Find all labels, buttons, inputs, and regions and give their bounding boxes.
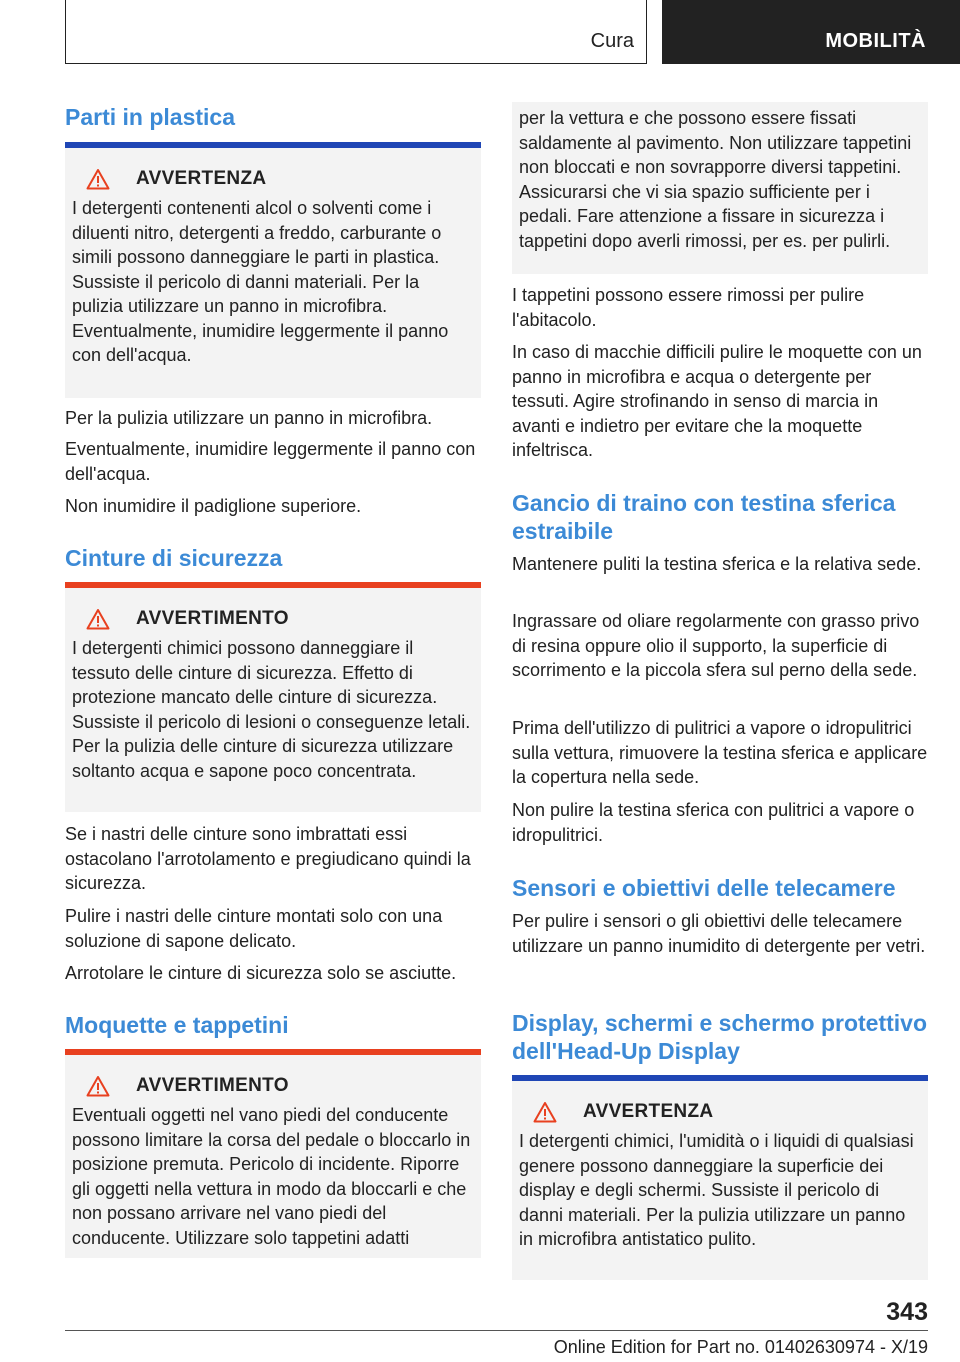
section-title-hitch: Gancio di traino con testina sferica estraibile: [512, 490, 896, 544]
paragraph: Eventualmente, inumidire leggermente il panno con dell'acqua.: [65, 439, 476, 484]
warning-text: Eventuali oggetti nel vano piedi del conducente possono limitare la corsa del pedale o bloccarlo in posizione premuta. Pericolo di incidente. Riporre gli oggetti nella vettura in modo da bloccarli e che non possano arrivare nel vano piedi del conducente. Utilizzare solo tappetini adatti: [72, 1105, 471, 1248]
header-chapter-tab: MOBILITÀ: [662, 0, 960, 64]
warning-text: I detergenti chimici possono danneggiare il tessuto delle cinture di sicurezza. Effetto di protezione mancato delle cinture di sicurezza. Sussiste il pericolo di lesioni o conseguenze letali. Per la pulizia delle cinture di sicurezza utilizzare soltanto acqua e sapone poco concentrata.: [72, 638, 471, 781]
paragraph: Ingrassare od oliare regolarmente con grasso privo di resina oppure olio il supporto, la superficie di scorrimento e la piccola sfera sul perno della sede.: [512, 611, 920, 680]
section-title-display: Display, schermi e schermo protettivo dell'Head-Up Display: [512, 1010, 927, 1064]
warning-text: I detergenti chimici, l'umidità o i liquidi di qualsiasi genere possono danneggiare la superficie dei display e degli schermi. Sussiste il pericolo di danni materiali. Per la pulizia utilizzare un panno in microfibra antistatico pulito.: [519, 1131, 914, 1249]
page-number: 343: [886, 1298, 928, 1326]
warning-triangle-icon: [86, 168, 110, 190]
warning-label: AVVERTENZA: [136, 168, 267, 189]
warning-triangle-icon: [533, 1101, 557, 1123]
warning-box-display: [512, 1081, 928, 1280]
section-title-carpets: Moquette e tappetini: [65, 1012, 289, 1038]
warning-triangle-icon: [86, 608, 110, 630]
warning-box-carpets-continued: [512, 102, 928, 274]
warning-box-plastic: [65, 148, 481, 398]
paragraph: Mantenere puliti la testina sferica e la relativa sede.: [512, 554, 922, 574]
warning-label: AVVERTIMENTO: [136, 608, 289, 629]
warning-box-carpets: [65, 1055, 481, 1258]
paragraph: Pulire i nastri delle cinture montati solo con una soluzione di sapone delicato.: [65, 906, 443, 951]
section-title-belts: Cinture di sicurezza: [65, 545, 283, 571]
header-section-title: Cura: [590, 30, 634, 52]
warning-text: per la vettura e che possono essere fissati saldamente al pavimento. Non utilizzare tappetini non bloccati e non sovrapporre diversi tappetini. Assicurarsi che vi sia spazio sufficiente per i pedali. Fare attenzione a fissare in sicurezza i tappetini dopo averli rimossi, per es. per pulirli.: [519, 108, 912, 251]
paragraph: I tappetini possono essere rimossi per pulire l'abitacolo.: [512, 285, 865, 330]
paragraph: Per la pulizia utilizzare un panno in microfibra.: [65, 408, 433, 428]
warning-label: AVVERTIMENTO: [136, 1075, 289, 1096]
paragraph: Non pulire la testina sferica con pulitrici a vapore o idropulitrici.: [512, 800, 915, 845]
section-title-sensors: Sensori e obiettivi delle telecamere: [512, 875, 896, 901]
paragraph: Arrotolare le cinture di sicurezza solo se asciutte.: [65, 963, 457, 983]
paragraph: Non inumidire il padiglione superiore.: [65, 496, 362, 516]
paragraph: Per pulire i sensori o gli obiettivi delle telecamere utilizzare un panno inumidito di detergente per vetri.: [512, 911, 926, 956]
warning-label: AVVERTENZA: [583, 1101, 714, 1122]
footer-edition-text: Online Edition for Part no. 01402630974 - X/19: [553, 1337, 928, 1357]
paragraph: Se i nastri delle cinture sono imbrattati essi ostacolano l'arrotolamento e pregiudicano quindi la sicurezza.: [65, 824, 471, 893]
header-frame: [65, 0, 647, 64]
warning-text: I detergenti contenenti alcol o solventi come i diluenti nitro, detergenti a freddo, carburante o simili possono danneggiare le parti in plastica. Sussiste il pericolo di danni materiali. Per la pulizia utilizzare un panno in microfibra. Eventualmente, inumidire leggermente il panno con dell'acqua.: [72, 198, 449, 365]
footer-divider: [65, 1330, 928, 1331]
warning-box-belts: [65, 588, 481, 812]
warning-triangle-icon: [86, 1075, 110, 1097]
paragraph: In caso di macchie difficili pulire le moquette con un panno in microfibra e acqua o detergente per tessuti. Agire strofinando in senso di marcia in avanti e indietro per evitare che la moquette infeltrisca.: [512, 342, 922, 460]
paragraph: Prima dell'utilizzo di pulitrici a vapore o idropulitrici sulla vettura, rimuovere la testina sferica e applicare la copertura nella sede.: [512, 718, 928, 787]
section-title-plastic: Parti in plastica: [65, 104, 236, 130]
